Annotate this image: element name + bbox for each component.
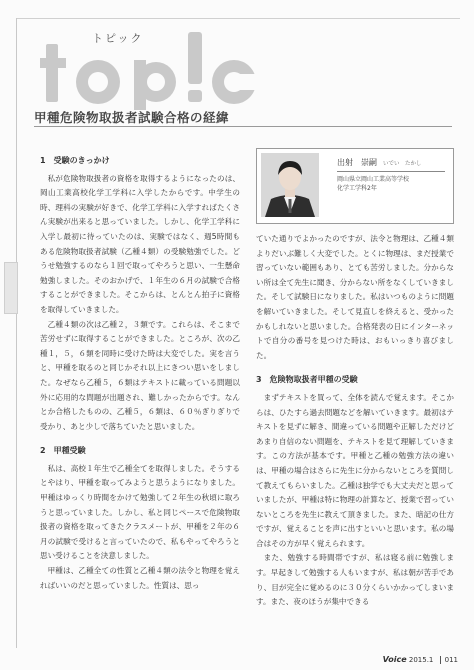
- section-3-paragraph-1: まずテキストを買って、全体を読んで覚えます。そこからは、ひたすら過去問題などを解いていきます。最初はテキストを見ずに解き、間違っている問題や正解しただけどあまり自信のない問題を、テキストを見て理解していきます。この方法が基本です。甲種と乙種の勉強方法の違いは、甲種の場合はさらに先生に分からないところを質問して教えてもらいました。乙種は独学でも大丈夫だと思っていましたが、甲種は特に物理の計算など、授業で習っていないところを先生に教えて頂きました。また、暗記の仕方ですが、覚えることを声に出すといいと思います。私の場合はその方が早く覚えられます。: [256, 392, 454, 548]
- page-tab: [4, 262, 18, 314]
- section-2-heading: 2 甲種受験: [40, 446, 86, 456]
- page-footer: [383, 655, 458, 664]
- author-profile: [256, 148, 454, 224]
- section-1-paragraph-2: 乙種４類の次は乙種２，３類です。これらは、そこまで苦労せずに取得することができました。ところが、次の乙種１，５，６類を同時に受けた時は大変でした。実を言うと、甲種を取るのと同じかそれ以上にきつい思いをしました。なぜなら乙種５，６類はテキストに載っている問題以外に応用的な問題が出題され、難しかったからです。なんとか合格したものの、乙種５，６類は、６０％ぎりぎりで受かり、あと少しで落ちていたと思いました。: [40, 319, 240, 431]
- section-1-heading: 1 受験のきっかけ: [40, 156, 110, 165]
- author-photo: [261, 153, 319, 217]
- article-title: 甲種危険物取扱者試験合格の経緯: [34, 110, 230, 125]
- topic-kana: トピック: [92, 32, 144, 45]
- left-rule: [16, 18, 17, 648]
- right-column: [256, 232, 454, 610]
- section-1-paragraph-1: 私が危険物取扱者の資格を取得するようになったのは、岡山工業高校化学工学科に入学したからです。中学生の時、理科の実験が好きで、化学工学科に入学すればたくさん実験が出来ると思っていました。しかし、化学工学科に入学し最初に待っていたのは、実験ではなく、週5時間もある危険物取扱者試験（乙種４類）の受験勉強でした。どうせ勉強するのなら１回で取ってやろうと思い、一生懸命勉強しました。そのおかげで、１年生の６月の試験で合格することができました。そこからは、とんとん拍子に資格を取得していきました。: [40, 173, 240, 314]
- section-2-paragraph-2: 甲種は、乙種全ての性質と乙種４類の法令と物理を覚えればいいのだと思っていました。性質は、思っ: [40, 566, 240, 590]
- page-number: 011: [440, 656, 458, 664]
- section-3-heading: 3 危険物取扱者甲種の受験: [256, 375, 358, 385]
- footer-issue: 2015.1: [408, 656, 434, 664]
- title-rule: [34, 126, 452, 127]
- section-2-paragraph-1: 私は、高校１年生で乙種全てを取得しました。そうするとやはり、甲種を取ってみようと思うようになりました。甲種はゆっくり時間をかけて勉強して２年生の秋頃に取ろうと思っていました。しかし、私と同じペースで危険物取扱者の資格を取ってきたクラスメートが、甲種を２年の６月の試験で受けると言っていたので、私もやってやろうと思い受けることを決意しました。: [40, 463, 240, 561]
- profile-rule: [337, 171, 445, 172]
- topic-logo: [40, 22, 260, 110]
- author-affiliation: 岡山県立岡山工業高等学校 化学工学科2年: [337, 176, 410, 192]
- section-3-paragraph-2: また、勉強する時間帯ですが、私は寝る前に勉強します。早起きして勉強する人もいますが、私は朝が苦手であり、目が完全に覚めるのに３０分くらいかかってしまいます。また、夜のほうが集中できる: [256, 553, 454, 607]
- top-rule: [16, 18, 460, 19]
- section-2-continuation: ていた通りでよかったのですが、法令と物理は、乙種４類よりだいぶ難しく大変でした。とくに物理は、まだ授業で習っていない範囲もあり、とても苦労しました。分からない所は全て先生に聞き、分からない所をなくしていきました。そして試験日になりました。私はいつものように問題を解いていきました。そして見直しを終えると、受かったかもしれないと思いました。合格発表の日にインターネットで自分の番号を見つけた時は、おもいっきり喜びました。: [256, 234, 454, 360]
- author-name: 出射 崇嗣 いでい たかし: [337, 158, 422, 167]
- footer-brand: Voice: [382, 655, 407, 664]
- left-column: [40, 150, 240, 593]
